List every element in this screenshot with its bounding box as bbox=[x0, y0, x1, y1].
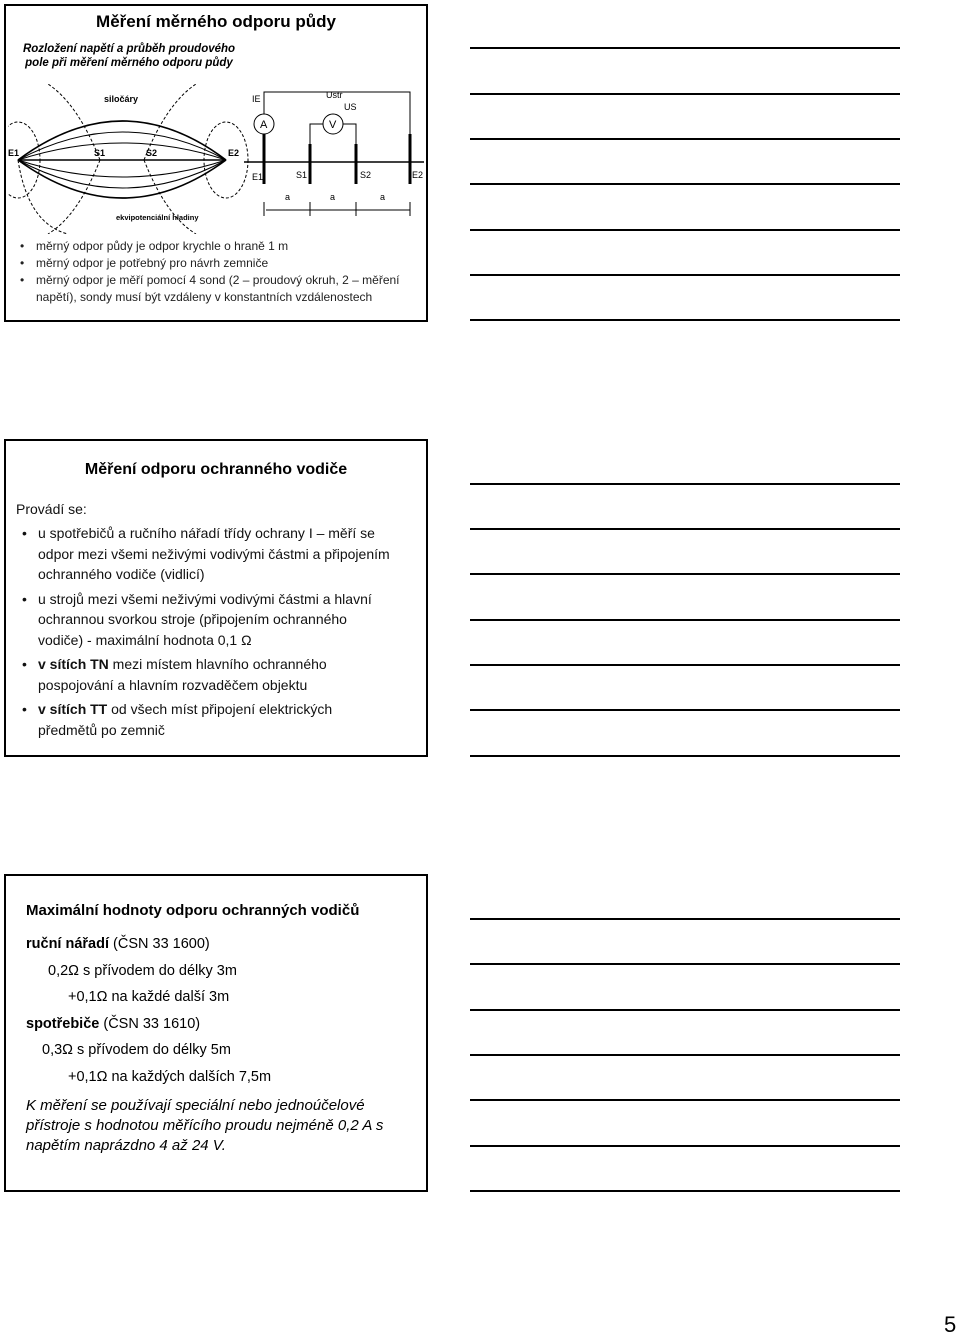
appliances-line1: 0,3Ω s přívodem do délky 5m bbox=[42, 1042, 231, 1058]
appliances-heading: spotřebiče (ČSN 33 1610) bbox=[26, 1015, 201, 1032]
label-e1-right: E1 bbox=[252, 172, 264, 182]
label-e2-right: E2 bbox=[412, 170, 424, 180]
page-number: 5 bbox=[944, 1312, 957, 1337]
bullet-item: • v sítích TT od všech míst připojení elektrických předmětů po zemnič bbox=[16, 699, 391, 740]
slide-lead: Provádí se: bbox=[16, 501, 87, 517]
label-us: US bbox=[344, 102, 357, 112]
bullet-item: • u spotřebičů a ručního nářadí třídy ochrany I – měří se odpor mezi všemi neživými vodivými částmi a připojením ochranného vodiče (vidlicí) bbox=[16, 523, 391, 585]
label-a1: a bbox=[285, 192, 291, 202]
appliances-line2: +0,1Ω na každých dalších 7,5m bbox=[68, 1068, 272, 1085]
label-e1-left: E1 bbox=[8, 148, 20, 158]
label-s2-right: S2 bbox=[360, 170, 372, 180]
label-ie: IE bbox=[252, 94, 261, 104]
slide-title: Maximální hodnoty odporu ochranných vodičů bbox=[26, 902, 360, 919]
slide-protective-conductor bbox=[4, 439, 428, 757]
bullet-list bbox=[16, 523, 391, 740]
slide-subtitle: Rozložení napětí a průběh proudového pole při měření měrného odporu půdy bbox=[22, 43, 236, 69]
hand-tools-line2: +0,1Ω na každé další 3m bbox=[68, 989, 230, 1005]
bullet-item: • měrný odpor je měří pomocí 4 sond (2 – proudový okruh, 2 – měření napětí), sondy musí být vzdáleny v konstantních vzdálenostech bbox=[14, 272, 404, 306]
label-s2-left: S2 bbox=[146, 148, 158, 158]
label-a3: a bbox=[380, 192, 386, 202]
bullet-item: • v sítích TN mezi místem hlavního ochranného pospojování a hlavním rozvaděčem objektu bbox=[16, 654, 391, 695]
measurement-note: K měření se používají speciální nebo jednoúčelové přístroje s hodnotou měřícího proudu nejméně 0,2 A s napětím naprázdno 4 až 24 V. bbox=[26, 1097, 384, 1154]
bullet-item: • měrný odpor půdy je odpor krychle o hraně 1 m bbox=[14, 238, 404, 255]
bullet-list bbox=[14, 238, 404, 306]
label-e2-left: E2 bbox=[228, 148, 240, 158]
hand-tools-line1: 0,2Ω s přívodem do délky 3m bbox=[48, 962, 237, 979]
bullet-item: • měrný odpor je potřebný pro návrh zemniče bbox=[14, 255, 404, 272]
slide-soil-resistivity bbox=[4, 4, 428, 322]
label-ekvipot: ekvipotenciální hladiny bbox=[116, 213, 199, 222]
slide-max-values bbox=[4, 874, 428, 1192]
hand-tools-heading: ruční nářadí (ČSN 33 1600) bbox=[26, 936, 210, 952]
label-a2: a bbox=[330, 192, 336, 202]
label-ammeter: A bbox=[260, 119, 268, 131]
label-silocary: siločáry bbox=[104, 94, 139, 104]
label-voltmeter: V bbox=[329, 119, 337, 131]
slide-title: Měření měrného odporu půdy bbox=[96, 12, 336, 31]
label-s1-right: S1 bbox=[296, 170, 308, 180]
label-ustr: Ustř bbox=[326, 90, 343, 100]
measurement-diagram bbox=[8, 84, 426, 234]
label-s1-left: S1 bbox=[94, 148, 106, 158]
slide-title: Měření odporu ochranného vodiče bbox=[84, 461, 348, 478]
bullet-item: • u strojů mezi všemi neživými vodivými částmi a hlavní ochrannou svorkou stroje (připojením ochranného vodiče) - maximální hodnota 0,1 Ω bbox=[16, 589, 391, 651]
